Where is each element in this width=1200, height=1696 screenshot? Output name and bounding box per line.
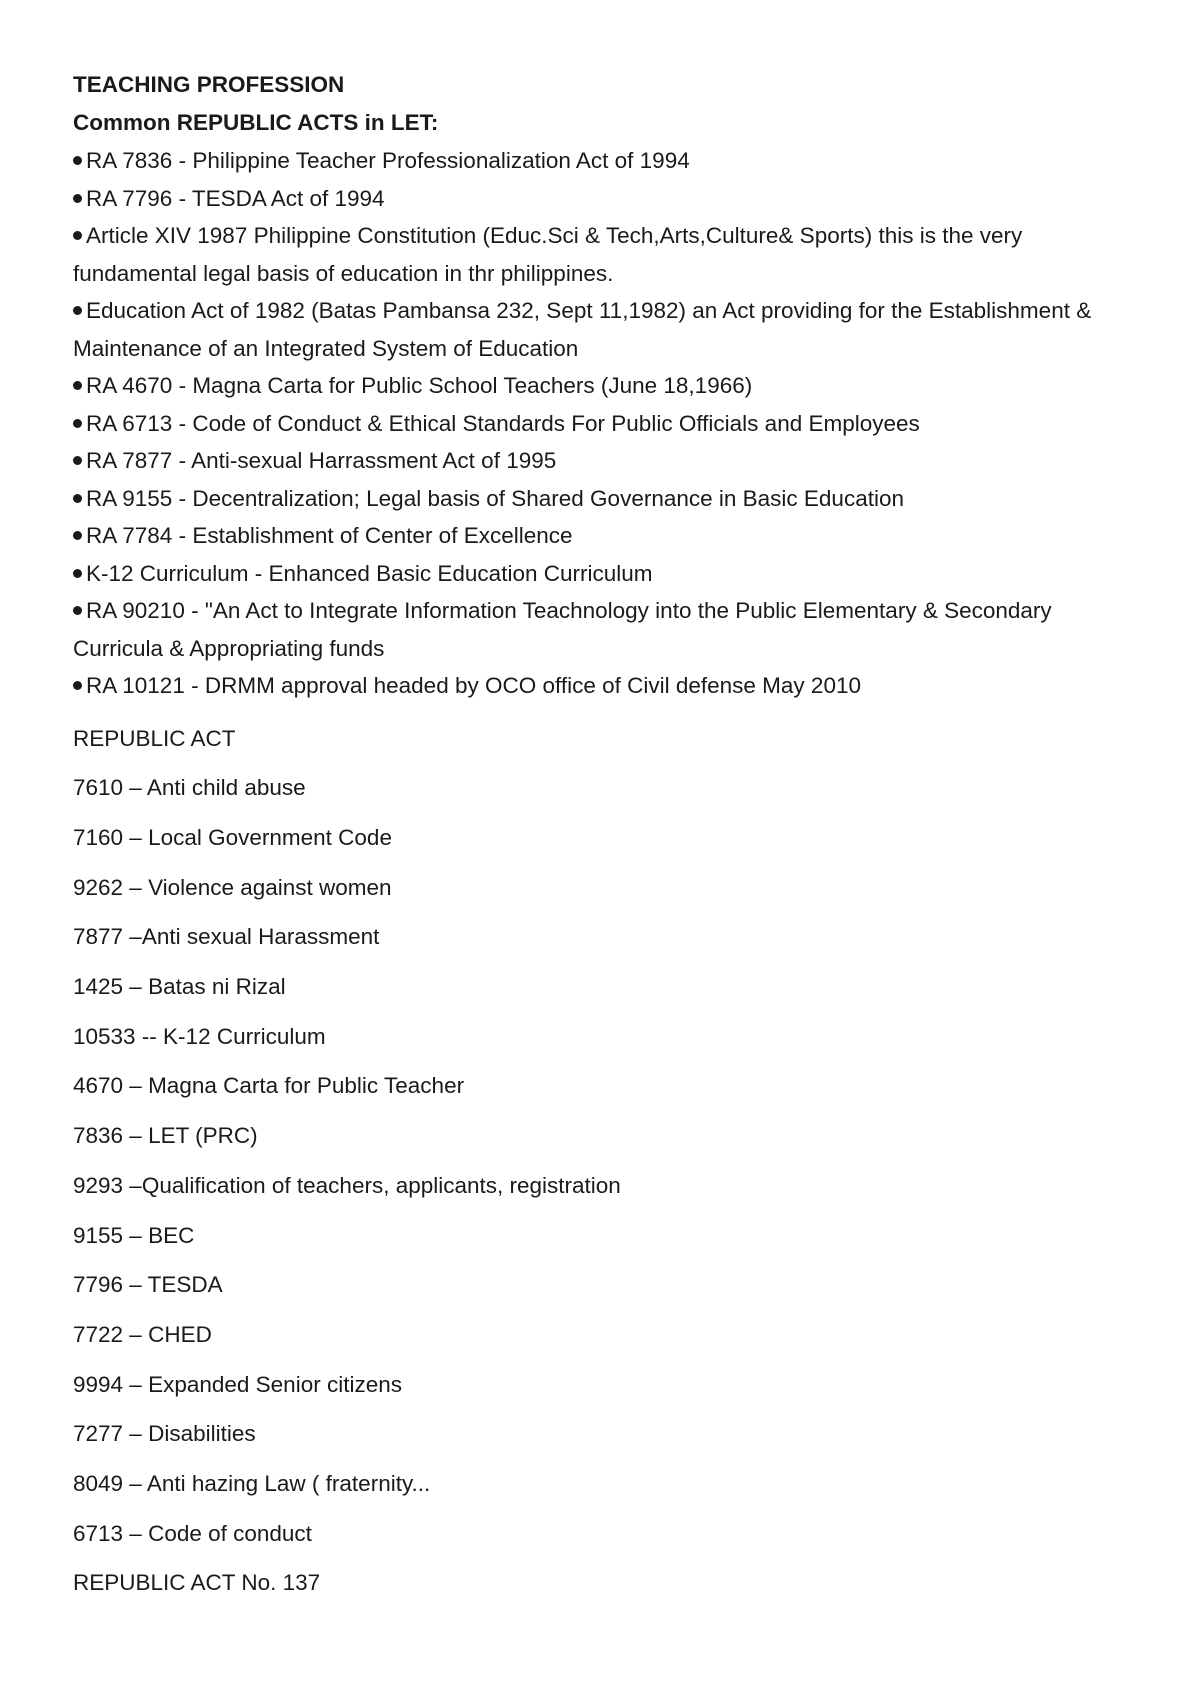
bullet-item-text: RA 7796 - TESDA Act of 1994: [86, 185, 385, 211]
bullet-icon: [73, 419, 82, 428]
document-page: [73, 66, 1143, 1608]
bullet-item-text: RA 7836 - Philippine Teacher Professionalization Act of 1994: [86, 148, 690, 173]
republic-act-line: 7722 – CHED: [73, 1321, 212, 1347]
republic-act-line: 7836 – LET (PRC): [73, 1123, 258, 1149]
bullet-item-text: RA 6713 - Code of Conduct & Ethical Standards For Public Officials and Employees: [86, 410, 920, 436]
bullet-icon: [73, 606, 82, 615]
bullet-item-text: K-12 Curriculum - Enhanced Basic Education Curriculum: [86, 560, 653, 586]
bullet-item: [73, 592, 1143, 667]
document-title: TEACHING PROFESSION: [73, 72, 345, 97]
republic-act-line: 7610 – Anti child abuse: [73, 775, 306, 801]
bullet-icon: [73, 306, 82, 315]
republic-act-line: 10533 -- K-12 Curriculum: [73, 1023, 326, 1049]
bullet-item: [73, 480, 1143, 518]
bullet-item: [73, 517, 1143, 555]
republic-act-heading: REPUBLIC ACT: [73, 725, 236, 751]
republic-act-line: 9262 – Violence against women: [73, 874, 392, 900]
bullet-icon: [73, 569, 82, 578]
bullet-item: [73, 555, 1143, 593]
republic-act-line: 1425 – Batas ni Rizal: [73, 974, 286, 1000]
bullet-item: [73, 667, 1143, 705]
bullet-item: [73, 442, 1143, 480]
bullet-item-text: Education Act of 1982 (Batas Pambansa 232, Sept 11,1982) an Act providing for the Establishment & Maintenance of an Integrated System of Education: [73, 298, 1092, 361]
republic-act-line: 6713 – Code of conduct: [73, 1520, 312, 1546]
republic-act-line: 7277 – Disabilities: [73, 1421, 256, 1447]
republic-act-line: 7160 – Local Government Code: [73, 824, 392, 850]
bullet-item: [73, 142, 1143, 180]
bullet-item: [73, 405, 1143, 443]
bullet-item: [73, 180, 1143, 218]
bullet-item: [73, 292, 1143, 367]
republic-act-line: 9994 – Expanded Senior citizens: [73, 1371, 402, 1397]
bullet-item-text: RA 90210 - "An Act to Integrate Information Teachnology into the Public Elementary & Secondary Curricula & Appropriating funds: [73, 598, 1052, 661]
republic-acts-bullet-list: [73, 142, 1143, 705]
bullet-item-text: RA 10121 - DRMM approval headed by OCO office of Civil defense May 2010: [86, 673, 861, 698]
bullet-item: [73, 217, 1143, 292]
bullet-icon: [73, 681, 82, 690]
republic-act-line: REPUBLIC ACT No. 137: [73, 1570, 321, 1596]
republic-act-line: 4670 – Magna Carta for Public Teacher: [73, 1073, 465, 1099]
bullet-icon: [73, 381, 82, 390]
bullet-item-text: RA 9155 - Decentralization; Legal basis of Shared Governance in Basic Education: [86, 485, 904, 511]
bullet-icon: [73, 494, 82, 503]
document-subtitle: Common REPUBLIC ACTS in LET:: [73, 110, 439, 135]
bullet-icon: [73, 156, 82, 165]
bullet-item: [73, 367, 1143, 405]
republic-act-line: 9155 – BEC: [73, 1222, 195, 1248]
republic-act-line: 7796 – TESDA: [73, 1272, 223, 1298]
bullet-icon: [73, 531, 82, 540]
bullet-icon: [73, 456, 82, 465]
bullet-item-text: RA 7784 - Establishment of Center of Excellence: [86, 523, 573, 548]
republic-act-line: 8049 – Anti hazing Law ( fraternity...: [73, 1471, 431, 1497]
republic-act-line: 9293 –Qualification of teachers, applicants, registration: [73, 1172, 621, 1198]
bullet-icon: [73, 194, 82, 203]
bullet-item-text: RA 7877 - Anti-sexual Harrassment Act of 1995: [86, 448, 557, 473]
bullet-item-text: Article XIV 1987 Philippine Constitution (Educ.Sci & Tech,Arts,Culture& Sports) this is the very fundamental legal basis of education in thr philippines.: [73, 223, 1023, 286]
bullet-icon: [73, 231, 82, 240]
bullet-item-text: RA 4670 - Magna Carta for Public School Teachers (June 18,1966): [86, 373, 753, 398]
republic-act-section: [73, 714, 1143, 1609]
republic-act-line: 7877 –Anti sexual Harassment: [73, 924, 380, 950]
